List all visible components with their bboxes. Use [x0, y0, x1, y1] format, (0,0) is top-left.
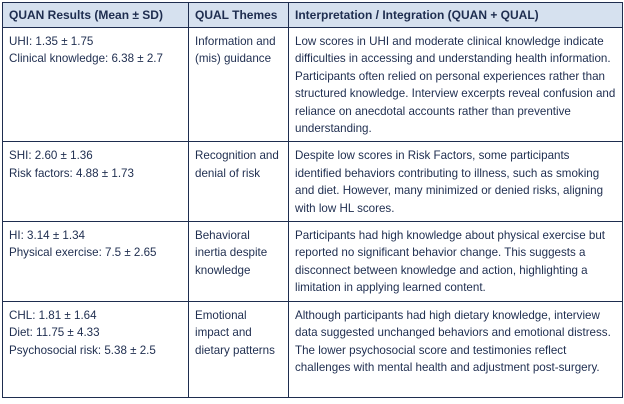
header-quan-results: QUAN Results (Mean ± SD)	[3, 3, 189, 28]
interpretation-cell: Participants had high knowledge about physical exercise but reported no significant behavior change. This suggests a disconnect between knowledge and action, highlighting a limitation in applying learned content.	[289, 222, 623, 302]
interpretation-cell: Although participants had high dietary knowledge, interview data suggested unchanged behaviors and emotional distress. The lower psychosocial score and testimonies reflect challenges with mental health and adjustment post-surgery.	[289, 301, 623, 397]
results-integration-table	[2, 2, 623, 398]
quan-result-line: UHI: 1.35 ± 1.75	[9, 35, 94, 48]
header-interpretation: Interpretation / Integration (QUAN + QUAL)	[289, 3, 623, 28]
quan-result-line: SHI: 2.60 ± 1.36	[9, 149, 93, 163]
quan-result-line: Risk factors: 4.88 ± 1.73	[9, 166, 134, 180]
table-row	[3, 28, 623, 142]
header-row	[3, 3, 623, 28]
interpretation-cell: Despite low scores in Risk Factors, some participants identified behaviors contributing to illness, such as smoking and diet. However, many minimized or denied risks, aligning with low HL scores.	[289, 142, 623, 222]
quan-cell	[3, 222, 189, 302]
qual-theme-cell: Emotional impact and dietary patterns	[189, 301, 289, 397]
quan-result-line: HI: 3.14 ± 1.34	[9, 229, 85, 243]
quan-result-line: Clinical knowledge: 6.38 ± 2.7	[9, 52, 163, 66]
quan-cell	[3, 301, 189, 397]
quan-result-line: Physical exercise: 7.5 ± 2.65	[9, 246, 157, 260]
table-row	[3, 142, 623, 222]
quan-cell	[3, 142, 189, 222]
quan-result-line: Diet: 11.75 ± 4.33	[9, 326, 100, 340]
table-row	[3, 222, 623, 302]
interpretation-cell: Low scores in UHI and moderate clinical knowledge indicate difficulties in accessing and understanding health information. Participants often relied on personal experiences rather than structured knowledge. Interview excerpts reveal confusion and reliance on anecdotal accounts rather than preventive understanding.	[289, 28, 623, 142]
quan-result-line: Psychosocial risk: 5.38 ± 2.5	[9, 343, 156, 357]
quan-result-line: CHL: 1.81 ± 1.64	[9, 308, 97, 322]
qual-theme-cell: Recognition and denial of risk	[189, 142, 289, 222]
qual-theme-cell: Behavioral inertia despite knowledge	[189, 222, 289, 302]
qual-theme-cell: Information and (mis) guidance	[189, 28, 289, 142]
header-qual-themes: QUAL Themes	[189, 3, 289, 28]
quan-cell	[3, 28, 189, 142]
table-row	[3, 301, 623, 397]
